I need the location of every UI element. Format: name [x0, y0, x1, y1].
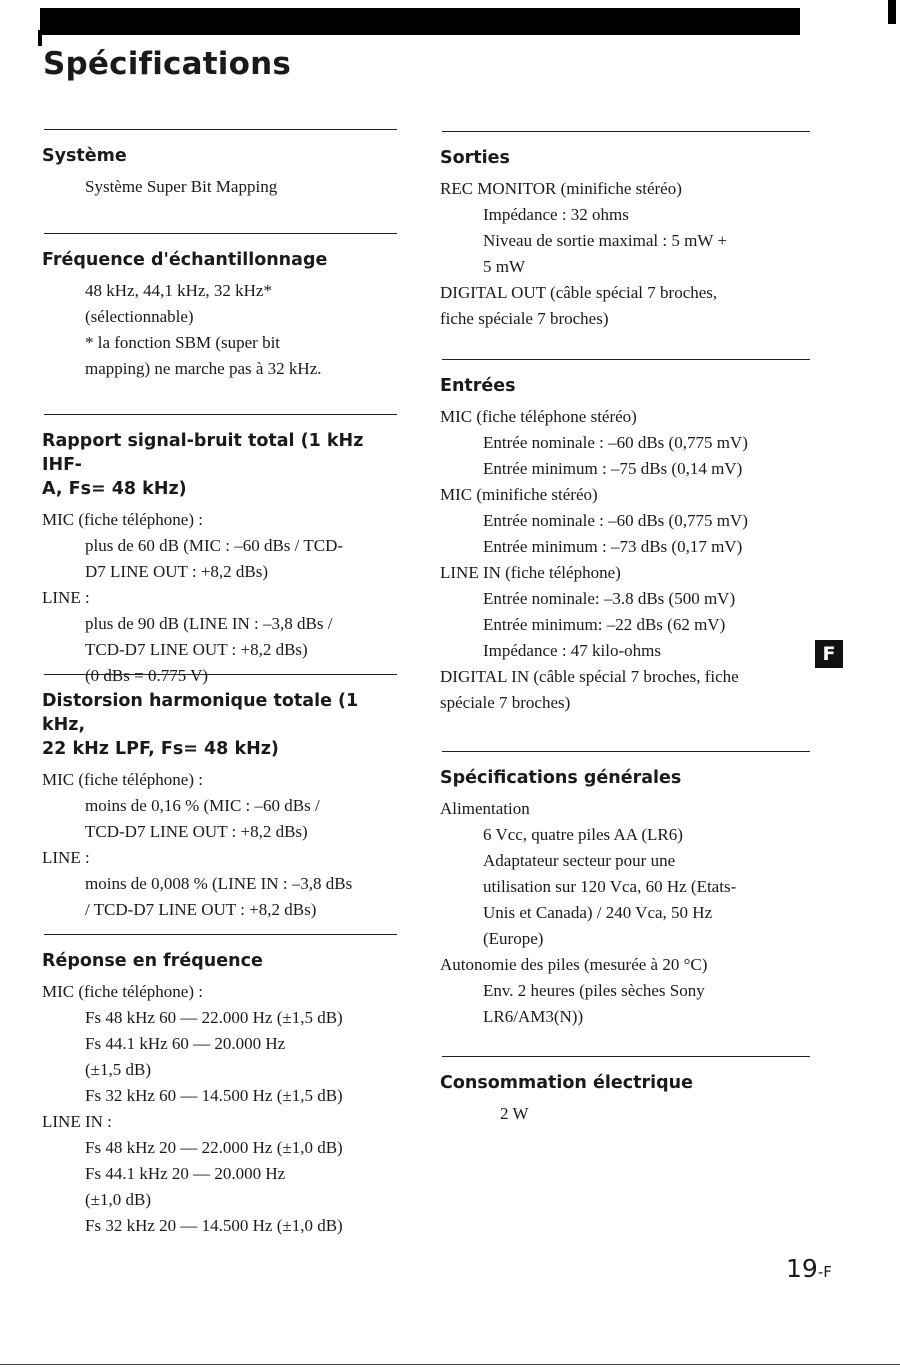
- page-number-value: 19: [786, 1254, 818, 1283]
- spec-line: (±1,0 dB): [85, 1190, 151, 1209]
- section-rule: [44, 129, 397, 130]
- section-rule: [442, 751, 810, 752]
- spec-line: Fs 48 kHz 20 — 22.000 Hz (±1,0 dB): [85, 1138, 343, 1157]
- section-rule: [442, 131, 810, 132]
- spec-line: (0 dBs = 0.775 V): [85, 666, 209, 685]
- spec-line: spéciale 7 broches): [440, 693, 571, 712]
- section-sorties: [440, 131, 810, 332]
- spec-line: plus de 90 dB (LINE IN : –3,8 dBs /: [85, 614, 333, 633]
- heading-line: Distorsion harmonique totale (1 kHz,: [42, 691, 359, 735]
- spec-line: LR6/AM3(N)): [483, 1007, 584, 1026]
- spec-line: Entrée nominale : –60 dBs (0,775 mV): [483, 511, 748, 530]
- spec-line: Alimentation: [440, 799, 530, 818]
- spec-line: D7 LINE OUT : +8,2 dBs): [85, 562, 269, 581]
- bottom-edge-line: [0, 1364, 900, 1365]
- spec-line: Fs 48 kHz 60 — 22.000 Hz (±1,5 dB): [85, 1008, 343, 1027]
- spec-line: Adaptateur secteur pour une: [483, 851, 676, 870]
- spec-line: (±1,5 dB): [85, 1060, 151, 1079]
- section-systeme: [42, 129, 397, 200]
- spec-line: Système Super Bit Mapping: [85, 177, 278, 196]
- spec-line: DIGITAL IN (câble spécial 7 broches, fiche: [440, 667, 739, 686]
- spec-line: plus de 60 dB (MIC : –60 dBs / TCD-: [85, 536, 344, 555]
- section-heading: [42, 689, 397, 761]
- heading-line: A, Fs= 48 kHz): [42, 479, 187, 499]
- spec-line: Impédance : 32 ohms: [483, 205, 629, 224]
- section-reponse: [42, 934, 397, 1239]
- spec-line: 6 Vcc, quatre piles AA (LR6): [483, 825, 683, 844]
- section-heading: Entrées: [440, 376, 516, 396]
- heading-line: 22 kHz LPF, Fs= 48 kHz): [42, 739, 279, 759]
- spec-line: / TCD-D7 LINE OUT : +8,2 dBs): [85, 900, 317, 919]
- spec-line: Fs 32 kHz 20 — 14.500 Hz (±1,0 dB): [85, 1216, 343, 1235]
- section-heading: Réponse en fréquence: [42, 951, 263, 971]
- spec-line: Env. 2 heures (piles sèches Sony: [483, 981, 705, 1000]
- section-heading: Consommation électrique: [440, 1073, 693, 1093]
- section-frequence: [42, 233, 397, 382]
- heading-line: Rapport signal-bruit total (1 kHz IHF-: [42, 431, 364, 475]
- header-bar-hook: [38, 30, 42, 46]
- spec-line: 2 W: [500, 1104, 529, 1123]
- spec-line: Autonomie des piles (mesurée à 20 °C): [440, 955, 708, 974]
- spec-line: LINE :: [42, 848, 90, 867]
- spec-line: (sélectionnable): [85, 307, 194, 326]
- section-heading: Fréquence d'échantillonnage: [42, 250, 328, 270]
- edge-mark: [888, 0, 896, 24]
- section-heading: Spécifications générales: [440, 768, 682, 788]
- spec-line: MIC (minifiche stéréo): [440, 485, 598, 504]
- spec-line: Entrée nominale: –3.8 dBs (500 mV): [483, 589, 736, 608]
- spec-line: Entrée minimum: –22 dBs (62 mV): [483, 615, 726, 634]
- spec-line: REC MONITOR (minifiche stéréo): [440, 179, 682, 198]
- spec-line: MIC (fiche téléphone) :: [42, 770, 203, 789]
- section-rule: [44, 414, 397, 415]
- header-bar: [40, 8, 800, 35]
- section-heading: [42, 429, 397, 501]
- spec-line: moins de 0,16 % (MIC : –60 dBs /: [85, 796, 320, 815]
- section-rule: [442, 359, 810, 360]
- section-rule: [442, 1056, 810, 1057]
- section-rule: [44, 674, 397, 675]
- spec-line: * la fonction SBM (super bit: [85, 333, 281, 352]
- section-rapport: [42, 414, 397, 689]
- section-generales: [440, 751, 810, 1030]
- section-entrees: [440, 359, 810, 716]
- spec-line: Entrée nominale : –60 dBs (0,775 mV): [483, 433, 748, 452]
- spec-line: Fs 32 kHz 60 — 14.500 Hz (±1,5 dB): [85, 1086, 343, 1105]
- spec-line: LINE IN (fiche téléphone): [440, 563, 621, 582]
- section-heading: Sorties: [440, 148, 510, 168]
- language-tab-marker: F: [815, 640, 843, 668]
- spec-line: Fs 44.1 kHz 20 — 20.000 Hz: [85, 1164, 286, 1183]
- spec-line: TCD-D7 LINE OUT : +8,2 dBs): [85, 822, 308, 841]
- spec-line: MIC (fiche téléphone) :: [42, 510, 203, 529]
- spec-line: Entrée minimum : –75 dBs (0,14 mV): [483, 459, 743, 478]
- spec-line: (Europe): [483, 929, 544, 948]
- page-title: Spécifications: [43, 46, 292, 82]
- spec-line: Entrée minimum : –73 dBs (0,17 mV): [483, 537, 743, 556]
- spec-line: Unis et Canada) / 240 Vca, 50 Hz: [483, 903, 713, 922]
- page-number-suffix: -F: [817, 1263, 832, 1281]
- page-number: [786, 1254, 832, 1283]
- section-heading: Système: [42, 146, 127, 166]
- section-consommation: [440, 1056, 810, 1127]
- spec-line: 48 kHz, 44,1 kHz, 32 kHz*: [85, 281, 272, 300]
- spec-line: utilisation sur 120 Vca, 60 Hz (Etats-: [483, 877, 737, 896]
- spec-line: LINE :: [42, 588, 90, 607]
- spec-line: TCD-D7 LINE OUT : +8,2 dBs): [85, 640, 308, 659]
- spec-line: Niveau de sortie maximal : 5 mW +: [483, 231, 727, 250]
- spec-line: DIGITAL OUT (câble spécial 7 broches,: [440, 283, 718, 302]
- spec-line: MIC (fiche téléphone) :: [42, 982, 203, 1001]
- spec-line: moins de 0,008 % (LINE IN : –3,8 dBs: [85, 874, 353, 893]
- section-rule: [44, 934, 397, 935]
- spec-line: LINE IN :: [42, 1112, 112, 1131]
- spec-line: Impédance : 47 kilo-ohms: [483, 641, 661, 660]
- section-rule: [44, 233, 397, 234]
- spec-line: MIC (fiche téléphone stéréo): [440, 407, 637, 426]
- section-distorsion: [42, 674, 397, 923]
- spec-line: mapping) ne marche pas à 32 kHz.: [85, 359, 322, 378]
- spec-line: fiche spéciale 7 broches): [440, 309, 609, 328]
- spec-line: Fs 44.1 kHz 60 — 20.000 Hz: [85, 1034, 286, 1053]
- spec-line: 5 mW: [483, 257, 526, 276]
